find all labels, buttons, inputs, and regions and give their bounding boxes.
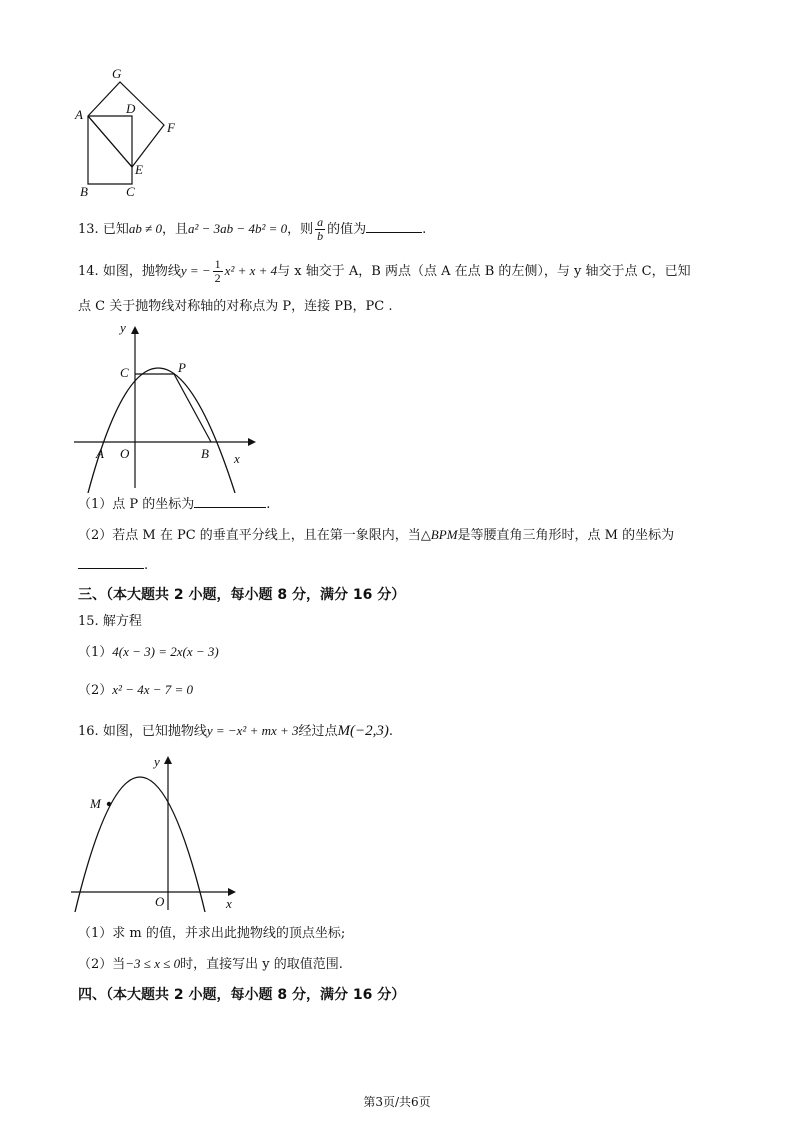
- page-footer: 第3页/共6页: [363, 1095, 431, 1109]
- square-figure: [70, 62, 190, 202]
- question-13: [78, 216, 426, 243]
- q14-sub2-blank[interactable]: [78, 556, 144, 569]
- q16-sub2-text-b: 时，直接写出 y 的取值范围.: [180, 957, 343, 972]
- x-axis-arrow: [248, 438, 256, 446]
- q14-y-eq: y = −: [180, 263, 211, 278]
- label-p: P: [178, 360, 186, 375]
- q14-number: 14.: [78, 264, 99, 279]
- parabola-figure-14: [70, 318, 260, 493]
- label-o: O: [120, 446, 130, 461]
- label-b: B: [80, 184, 88, 199]
- question-16: [78, 722, 393, 741]
- q15-sub2: [78, 681, 193, 700]
- q13-equation: a² − 3ab − 4b² = 0: [188, 221, 288, 236]
- q16-number: 16.: [78, 724, 99, 739]
- q14-sub1-blank[interactable]: [194, 495, 266, 508]
- q15-title-text: 解方程: [102, 614, 142, 629]
- question-14-line2: 点 C 关于抛物线对称轴的对称点为 P，连接 PB，PC .: [78, 299, 393, 314]
- q14-text2: 与 x 轴交于 A，B 两点（点 A 在点 B 的左侧），与 y 轴交于点 C，已知: [277, 264, 691, 279]
- q16-sub2-text-a: （2）当: [78, 957, 126, 972]
- q14-sub1-end: .: [266, 497, 271, 512]
- label-x: x: [226, 896, 232, 911]
- q15-sub2-label: （2）: [78, 683, 113, 698]
- section-4-title: 四、（本大题共 2 小题，每小题 8 分，满分 16 分）: [78, 987, 406, 1003]
- q16-text1: 如图，已知抛物线: [102, 724, 207, 739]
- label-y: y: [154, 754, 160, 769]
- q13-text1: 已知: [102, 222, 129, 237]
- label-x: x: [234, 451, 240, 466]
- square-abcd: [88, 116, 132, 184]
- q13-end: .: [422, 222, 427, 237]
- label-m: M: [90, 796, 101, 811]
- q15-sub1: [78, 643, 219, 662]
- point-m: [107, 802, 111, 806]
- label-a: A: [96, 446, 104, 461]
- q13-answer-blank[interactable]: [366, 220, 422, 233]
- q13-text4: 的值为: [327, 222, 367, 237]
- x-axis-arrow: [228, 888, 236, 896]
- q15-number: 15.: [78, 614, 99, 629]
- q13-frac-num: a: [317, 215, 324, 229]
- label-g: G: [112, 66, 122, 81]
- q14-sub1: [78, 495, 270, 514]
- q15-sub1-label: （1）: [78, 645, 113, 660]
- label-b: B: [201, 446, 209, 461]
- q14-sub1-text: （1）点 P 的坐标为: [78, 497, 195, 512]
- label-e: E: [135, 162, 143, 177]
- label-o: O: [155, 894, 165, 909]
- question-14-line1: [78, 258, 691, 285]
- parabola-curve: [88, 368, 235, 493]
- label-c: C: [120, 365, 129, 380]
- q14-sub2: [78, 526, 674, 545]
- q14-sub2-triangle: △BPM: [420, 527, 458, 542]
- q14-frac-num: 1: [214, 257, 221, 271]
- q13-text3: ，则: [287, 222, 314, 237]
- q16-sub1: （1）求 m 的值，并求出此抛物线的顶点坐标;: [78, 926, 346, 941]
- label-a: A: [75, 107, 83, 122]
- q14-text1: 如图，抛物线: [102, 264, 181, 279]
- q13-frac-den: b: [317, 229, 324, 243]
- label-f: F: [167, 120, 175, 135]
- parabola-figure-16: [66, 752, 246, 914]
- q14-eq-rest: x² + x + 4: [224, 263, 278, 278]
- y-axis-arrow: [164, 756, 172, 764]
- label-d: D: [126, 101, 136, 116]
- segment-ae: [88, 116, 132, 167]
- label-c: C: [126, 184, 135, 199]
- q14-sub2-end: .: [144, 558, 149, 573]
- y-axis-arrow: [131, 326, 139, 334]
- q16-text2: 经过点: [298, 724, 338, 739]
- q14-frac-den: 2: [214, 271, 221, 285]
- q16-end: .: [388, 724, 394, 739]
- q15-title: [78, 613, 142, 631]
- segment-pb: [174, 374, 211, 442]
- q13-fraction: [315, 216, 325, 243]
- q16-point: M(−2,3): [337, 723, 389, 739]
- q15-sub2-equation: x² − 4x − 7 = 0: [112, 682, 194, 697]
- q16-equation: y = −x² + mx + 3: [206, 723, 299, 738]
- q15-sub1-equation: 4(x − 3) = 2x(x − 3): [112, 644, 219, 659]
- square-agfe: [88, 82, 164, 167]
- q13-number: 13.: [78, 222, 99, 237]
- q14-fraction: [213, 258, 223, 285]
- q14-sub2-text-b: 是等腰直角三角形时，点 M 的坐标为: [457, 528, 675, 543]
- q16-sub2: [78, 955, 343, 974]
- q14-sub2-text-a: （2）若点 M 在 PC 的垂直平分线上，且在第一象限内，当: [78, 528, 421, 543]
- q14-sub2-answer-line: [78, 556, 148, 575]
- label-y: y: [120, 320, 126, 335]
- q16-sub2-inequality: −3 ≤ x ≤ 0: [125, 956, 181, 971]
- q13-text2: ，且: [161, 222, 188, 237]
- section-3-title: 三、（本大题共 2 小题，每小题 8 分，满分 16 分）: [78, 587, 406, 603]
- q13-condition: ab ≠ 0: [128, 221, 162, 236]
